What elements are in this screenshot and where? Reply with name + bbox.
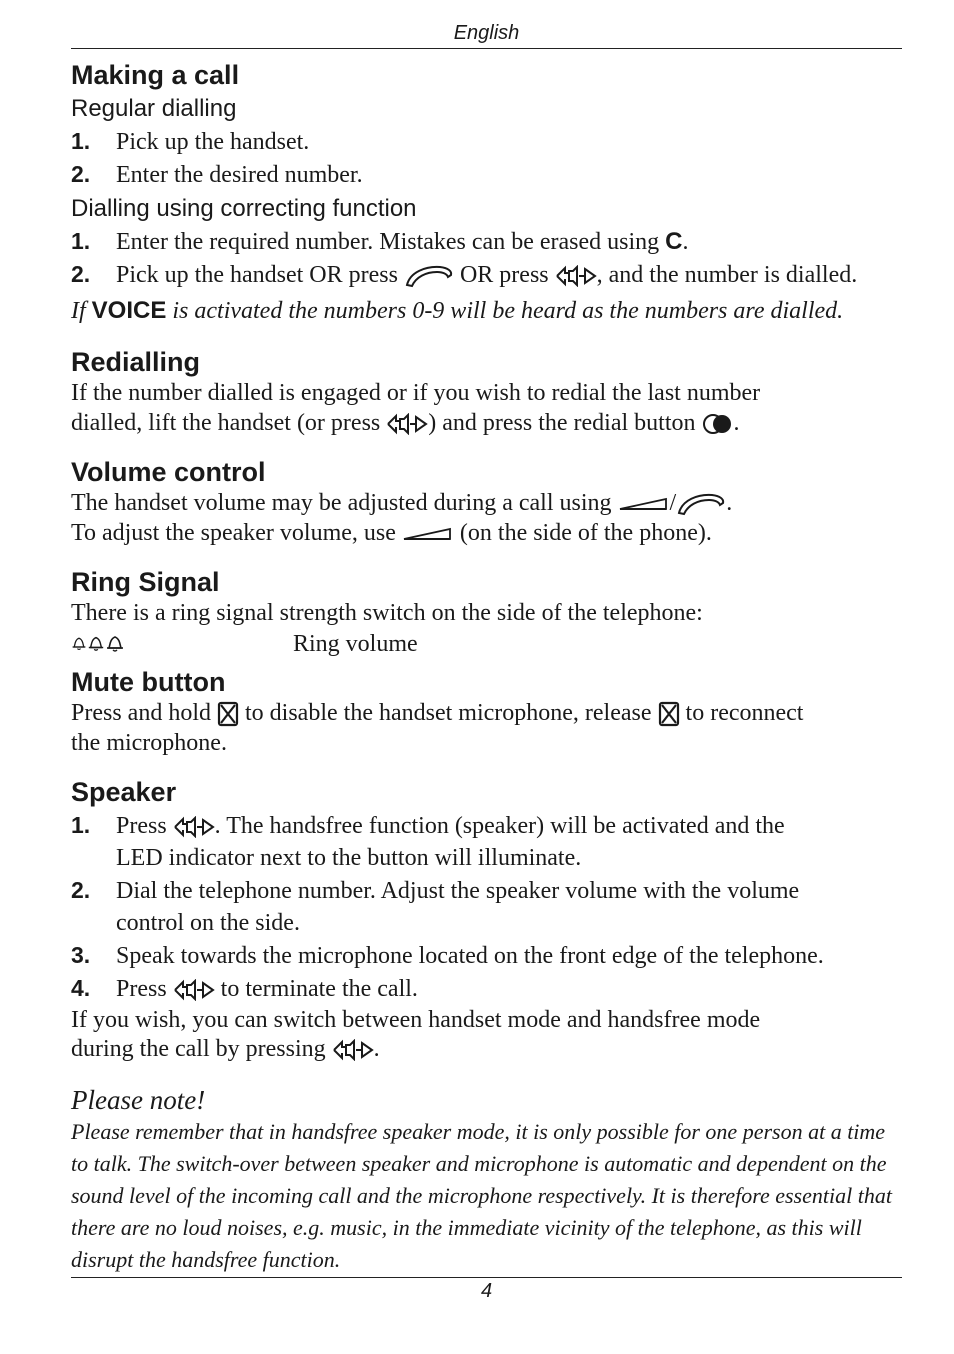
bell-icon — [105, 632, 125, 654]
mute-line-2: the microphone. — [71, 730, 227, 756]
mute-line-1-b: to disable the handset microphone, release — [245, 700, 652, 726]
volume-line-2-a: To adjust the speaker volume, use — [71, 520, 396, 546]
mute-line-1-c: to reconnect — [685, 700, 804, 726]
volume-wedge-icon — [402, 526, 454, 542]
bottom-divider — [71, 1277, 902, 1278]
mute-icon — [217, 701, 239, 727]
page-number: 4 — [480, 1280, 493, 1302]
subtitle-regular-dialling: Regular dialling — [71, 95, 237, 122]
section-title-volume-control: Volume control — [71, 457, 266, 487]
volume-line-1-a: The handset volume may be adjusted during a call using — [71, 490, 612, 516]
subtitle-correcting-function: Dialling using correcting function — [71, 195, 417, 222]
period: . — [373, 1036, 380, 1062]
speaker-step-1-a: Press — [116, 813, 167, 839]
regular-step-1: Pick up the handset. — [116, 129, 310, 155]
language-header: English — [453, 22, 520, 44]
speaker-step-4 — [116, 973, 418, 1005]
step-number: 2. — [71, 161, 91, 187]
speaker-key-icon — [332, 1039, 374, 1061]
mute-line-1 — [71, 698, 803, 728]
handset-icon — [676, 492, 726, 516]
handset-icon — [404, 264, 454, 288]
section-title-redialling: Redialling — [71, 347, 201, 377]
voice-note-rest: is activated the numbers 0-9 will be heard as the numbers are dialled. — [172, 298, 844, 324]
ring-volume-label: Ring volume — [293, 631, 418, 657]
speaker-step-1 — [116, 810, 785, 842]
speaker-tail-2 — [71, 1034, 380, 1064]
section-title-speaker: Speaker — [71, 777, 177, 807]
speaker-key-icon — [173, 816, 215, 838]
ring-volume-row — [71, 629, 125, 659]
voice-note — [71, 296, 843, 326]
note-line: to talk. The switch-over between speaker and microphone is automatic and dependent on the — [71, 1151, 887, 1176]
speaker-step-2: Dial the telephone number. Adjust the speaker volume with the volume — [116, 878, 800, 904]
voice-keyword: VOICE — [91, 297, 167, 324]
speaker-step-2-cont: control on the side. — [116, 910, 300, 936]
bell-icon — [87, 633, 105, 653]
correcting-step-2 — [116, 259, 857, 291]
note-line: disrupt the handsfree function. — [71, 1247, 341, 1272]
step-number: 2. — [71, 261, 91, 287]
speaker-tail-1: If you wish, you can switch between handset mode and handsfree mode — [71, 1007, 761, 1033]
volume-line-1 — [71, 488, 732, 518]
volume-line-2 — [71, 518, 712, 548]
step-number: 1. — [71, 128, 91, 154]
redial-icon — [702, 412, 734, 436]
step-number: 1. — [71, 228, 91, 254]
speaker-step-3: Speak towards the microphone located on the front edge of the telephone. — [116, 943, 824, 969]
slash: / — [669, 490, 677, 516]
volume-wedge-icon — [618, 496, 670, 512]
speaker-step-1-b: . The handsfree function (speaker) will be activated and the — [214, 813, 785, 839]
redialling-line-2 — [71, 408, 740, 438]
speaker-step-4-a: Press — [116, 976, 167, 1002]
voice-note-if: If — [71, 298, 86, 324]
period: . — [726, 490, 733, 516]
redialling-line-2-a: dialled, lift the handset (or press — [71, 410, 381, 436]
mute-icon — [658, 701, 680, 727]
volume-line-2-b: (on the side of the phone). — [459, 520, 712, 546]
speaker-key-icon — [173, 979, 215, 1001]
ring-line-1: There is a ring signal strength switch on the side of the telephone: — [71, 600, 703, 626]
section-title-making-a-call: Making a call — [71, 60, 240, 90]
bell-icon — [71, 634, 87, 652]
speaker-step-4-b: to terminate the call. — [220, 976, 418, 1002]
correcting-step-1-text: Enter the required number. Mistakes can be erased using — [116, 229, 660, 255]
correcting-step-2-a: Pick up the handset OR press — [116, 262, 398, 288]
note-line: sound level of the incoming call and the microphone respectively. It is therefore essential that — [71, 1183, 892, 1208]
redialling-line-2-b: ) and press the redial button — [428, 410, 696, 436]
redialling-line-1: If the number dialled is engaged or if you wish to redial the last number — [71, 380, 761, 406]
mute-line-1-a: Press and hold — [71, 700, 211, 726]
clear-key-label: C — [665, 228, 683, 255]
section-title-ring-signal: Ring Signal — [71, 567, 220, 597]
period: . — [682, 229, 689, 255]
regular-step-2: Enter the desired number. — [116, 162, 363, 188]
period: . — [733, 410, 740, 436]
speaker-tail-2-a: during the call by pressing — [71, 1036, 326, 1062]
speaker-key-icon — [386, 413, 428, 435]
note-line: there are no loud noises, e.g. music, in the immediate vicinity of the telephone, as this will — [71, 1215, 862, 1240]
note-line: Please remember that in handsfree speaker mode, it is only possible for one person at a time — [71, 1119, 886, 1144]
step-number: 4. — [71, 975, 91, 1001]
speaker-key-icon — [555, 265, 597, 287]
speaker-step-1-cont: LED indicator next to the button will illuminate. — [116, 845, 582, 871]
step-number: 1. — [71, 812, 91, 838]
note-title: Please note! — [71, 1085, 206, 1115]
correcting-step-2-b: OR press — [459, 262, 549, 288]
correcting-step-2-c: , and the number is dialled. — [596, 262, 858, 288]
section-title-mute-button: Mute button — [71, 667, 226, 697]
step-number: 2. — [71, 877, 91, 903]
correcting-step-1 — [116, 226, 689, 258]
step-number: 3. — [71, 942, 91, 968]
top-divider — [71, 48, 902, 49]
